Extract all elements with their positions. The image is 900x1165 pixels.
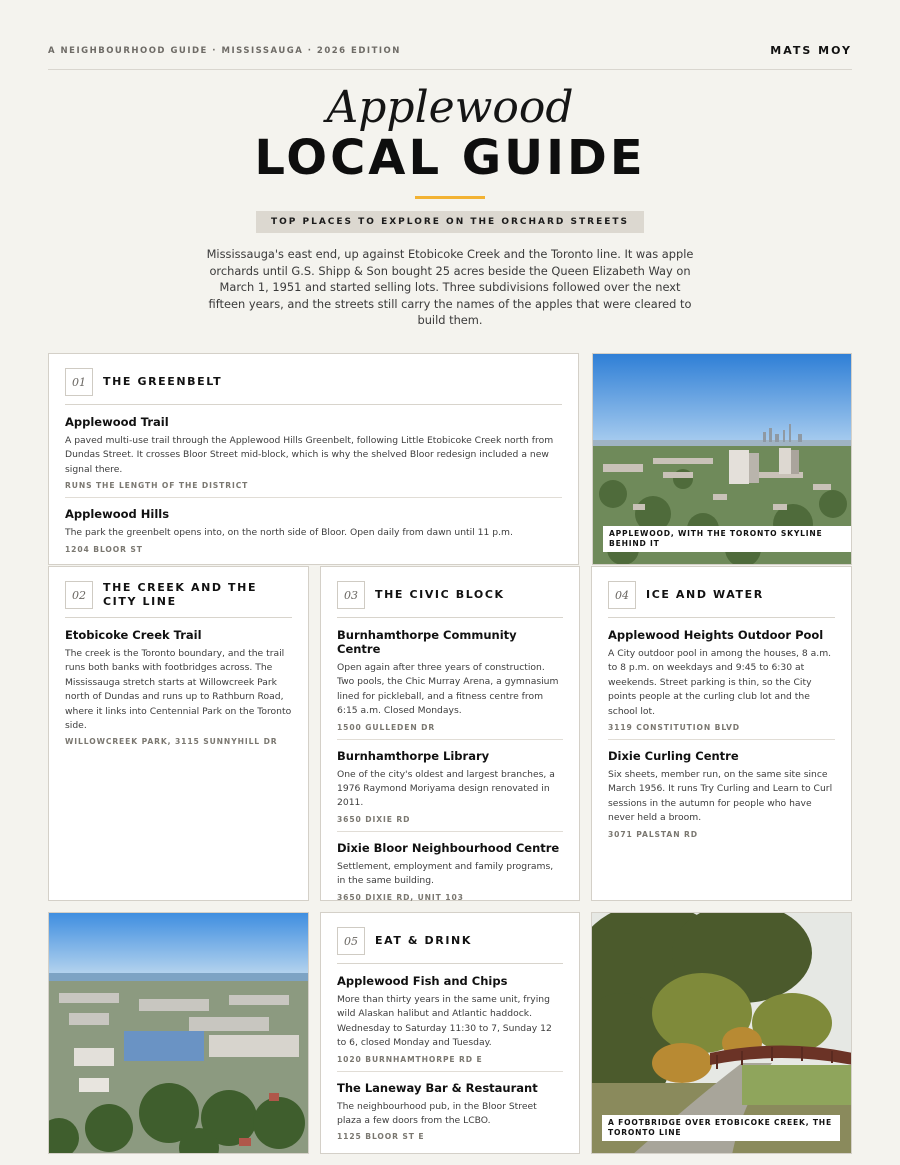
place-name: Dixie Curling Centre [608, 749, 739, 764]
place-description: A City outdoor pool in among the houses, 8 a.m. to 8 p.m. on weekdays and 9:45 to 6:30 at weekends. Street parking is thin, so the City points people at the curling club lot and the school lot. [608, 648, 832, 717]
place-name: Burnhamthorpe Library [337, 748, 490, 763]
section-title: THE CREEK AND THE CITY LINE [103, 581, 258, 608]
place-address: RUNS THE LENGTH OF THE DISTRICT [65, 481, 249, 491]
list-item [337, 974, 563, 1072]
list-item [337, 628, 563, 740]
section-header [65, 368, 562, 405]
list-item [337, 1081, 563, 1149]
list-item [337, 841, 563, 909]
place-address: 3071 PALSTAN RD [608, 829, 698, 839]
title-script: Applewood [326, 82, 574, 133]
place-description: One of the city's oldest and largest branches, a 1976 Raymond Moriyama design renovated in 2011. [337, 768, 555, 809]
place-description: The park the greenbelt opens into, on the north side of Bloor. Open daily from dawn until 11 p.m. [65, 527, 513, 539]
place-description: Six sheets, member run, on the same site since March 1956. It runs Try Curling and Learn to Curl sessions in the autumn for people who have never held a broom. [608, 769, 833, 824]
intro-paragraph: Mississauga's east end, up against Etobicoke Creek and the Toronto line. It was apple orchards until G.S. Shipp & Son bought 25 acres beside the Queen Elizabeth Way on March 1, 1951 and started selling lots. Three subdivisions followed over the next fifteen years, and the streets still carry the names of the apples that were cleared to build them. [206, 247, 694, 327]
section-number: 05 [337, 927, 365, 955]
place-description: Open again after three years of construction. Two pools, the Chic Murray Arena, a gymnasium lined for pickleball, and a fitness centre from 6:15 a.m. Closed Mondays. [337, 662, 559, 717]
section-title: THE GREENBELT [103, 375, 223, 388]
place-address: 3650 DIXIE RD [337, 814, 411, 824]
section-number: 02 [65, 581, 93, 609]
place-name: Applewood Trail [65, 415, 169, 429]
place-name: Applewood Heights Outdoor Pool [608, 628, 824, 642]
section-title: EAT & DRINK [375, 934, 472, 947]
page-title: LOCAL GUIDE [254, 130, 646, 186]
section-title: ICE AND WATER [646, 588, 764, 601]
photo-applewood-skyline [592, 353, 852, 565]
guide-eyebrow: A NEIGHBOURHOOD GUIDE · MISSISSAUGA · 2026 EDITION [48, 46, 401, 56]
photo-caption: APPLEWOOD, WITH THE TORONTO SKYLINE BEHIND IT [603, 526, 851, 552]
place-description: A paved multi-use trail through the Applewood Hills Greenbelt, following Little Etobicoke Creek north from Dundas Street. It crosses Bloor Street mid-block, which is why the shelved Bloor redesign included a new signal there. [65, 435, 554, 475]
place-description: More than thirty years in the same unit, frying wild Alaskan halibut and Atlantic haddock. Wednesday to Saturday 11:30 to 7, Sunday 12 to 6, closed Monday and Tuesday. [337, 994, 552, 1049]
list-item [65, 415, 562, 498]
place-address: 1204 BLOOR ST [65, 544, 143, 554]
section-card-ice-water [591, 566, 852, 901]
photo-caption: A FOOTBRIDGE OVER ETOBICOKE CREEK, THE TORONTO LINE [602, 1115, 840, 1141]
section-header [608, 581, 835, 618]
section-card-eat-drink [320, 912, 580, 1154]
subtitle-band: TOP PLACES TO EXPLORE ON THE ORCHARD STREETS [256, 211, 644, 233]
place-name: Etobicoke Creek Trail [65, 628, 202, 642]
photo-footbridge [591, 912, 852, 1154]
section-number: 01 [65, 368, 93, 396]
place-address: 1500 GULLEDEN DR [337, 722, 436, 732]
photo-aerial-view [48, 912, 309, 1154]
section-number: 04 [608, 581, 636, 609]
section-number: 03 [337, 581, 365, 609]
section-header [337, 927, 563, 964]
place-address: 3650 DIXIE RD, UNIT 103 [337, 892, 464, 902]
list-item [337, 749, 563, 832]
place-address: 1125 BLOOR ST E [337, 1132, 425, 1142]
place-address: WILLOWCREEK PARK, 3115 SUNNYHILL DR [65, 737, 278, 747]
place-description: The creek is the Toronto boundary, and the trail runs both banks with footbridges across. The Mississauga stretch starts at Willowcreek Park north of Dundas and runs up to Rathburn Road, where it links into Centennial Park on the Toronto side. [65, 648, 292, 732]
place-address: 3119 CONSTITUTION BLVD [608, 723, 741, 733]
list-item [65, 628, 292, 753]
place-description: The neighbourhood pub, in the Bloor Street plaza a few doors from the LCBO. [337, 1100, 537, 1127]
section-card-civic [320, 566, 580, 901]
top-bar [48, 44, 852, 70]
section-title: THE CIVIC BLOCK [375, 588, 505, 601]
place-address: 1020 BURNHAMTHORPE RD E [337, 1054, 483, 1064]
author-name: MATS MOY [770, 44, 852, 57]
place-name: The Laneway Bar & Restaurant [337, 1080, 538, 1095]
list-item [65, 507, 562, 560]
list-item [608, 628, 835, 740]
section-card-greenbelt [48, 353, 579, 565]
place-name: Burnhamthorpe Community Centre [337, 628, 517, 656]
aerial-image [49, 913, 309, 1154]
title-accent-rule [415, 196, 485, 199]
list-item [608, 749, 835, 846]
place-name: Applewood Hills [65, 507, 170, 522]
place-description: Settlement, employment and family programs, in the same building. [337, 860, 554, 887]
section-header [337, 581, 563, 618]
place-name: Applewood Fish and Chips [337, 974, 508, 988]
section-header [65, 581, 292, 618]
place-name: Dixie Bloor Neighbourhood Centre [337, 840, 560, 855]
section-card-creek [48, 566, 309, 901]
